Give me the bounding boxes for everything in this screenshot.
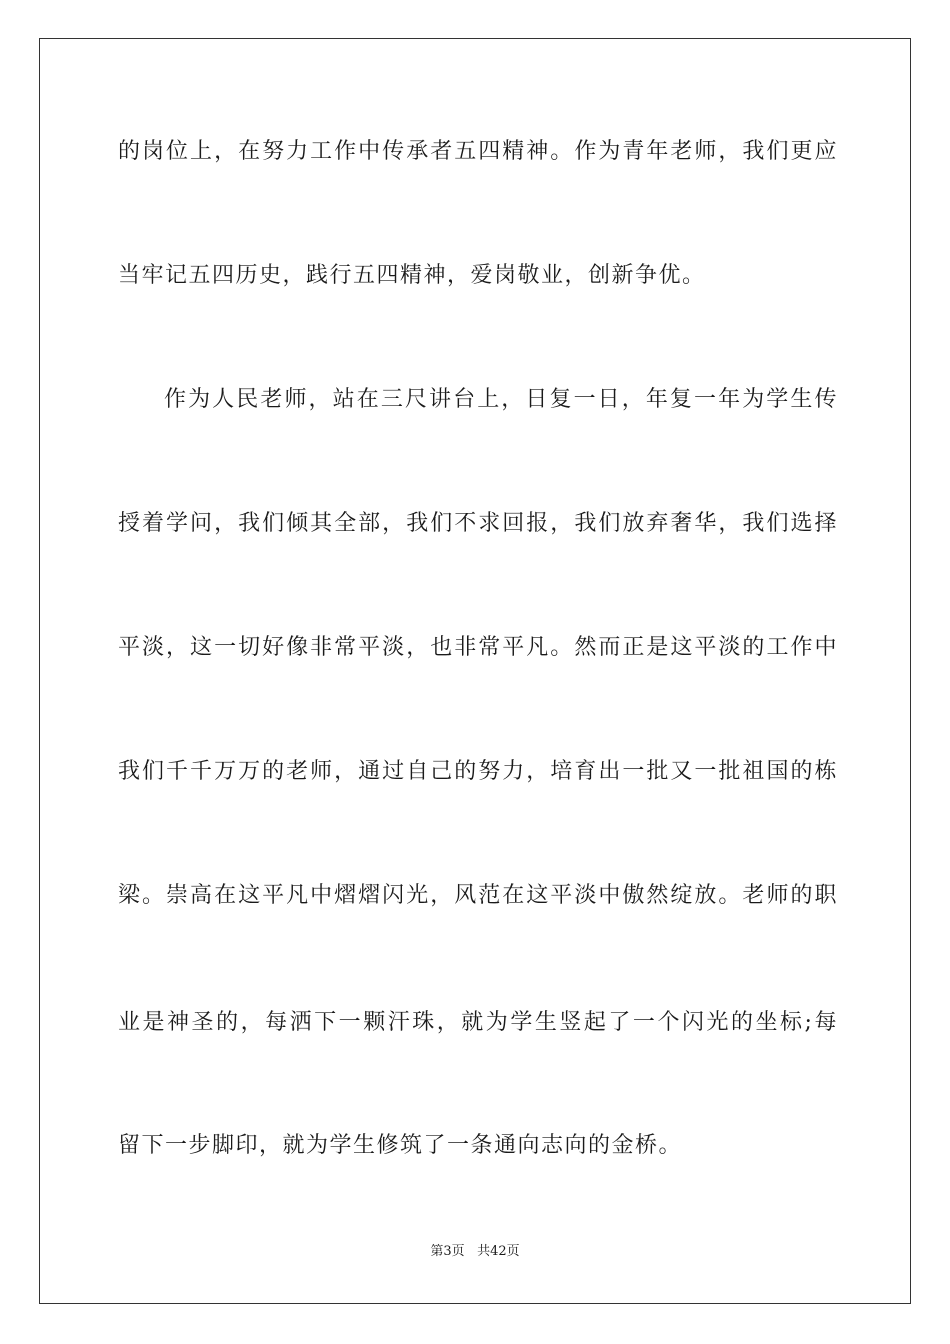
paragraph-line: 我们千千万万的老师，通过自己的努力，培育出一批又一批祖国的栋	[118, 759, 838, 784]
paragraph-line: 平淡，这一切好像非常平淡，也非常平凡。然而正是这平淡的工作中	[118, 635, 838, 660]
paragraph-line: 的岗位上，在努力工作中传承者五四精神。作为青年老师，我们更应	[118, 139, 838, 164]
paragraph-line: 作为人民老师，站在三尺讲台上，日复一日，年复一年为学生传	[164, 387, 838, 412]
paragraph-line: 当牢记五四历史，践行五四精神，爱岗敬业，创新争优。	[118, 263, 706, 288]
paragraph-line: 留下一步脚印，就为学生修筑了一条通向志向的金桥。	[118, 1133, 683, 1158]
paragraph-line: 业是神圣的，每洒下一颗汗珠，就为学生竖起了一个闪光的坐标;每	[118, 1010, 838, 1035]
paragraph-line: 梁。崇高在这平凡中熠熠闪光，风范在这平淡中傲然绽放。老师的职	[118, 883, 838, 908]
paragraph-line: 授着学问，我们倾其全部，我们不求回报，我们放弃奢华，我们选择	[118, 511, 838, 536]
page-frame	[39, 38, 911, 1304]
page-footer	[0, 1243, 950, 1261]
page-total: 共42页	[477, 1244, 520, 1259]
page-number: 第3页	[430, 1244, 465, 1259]
